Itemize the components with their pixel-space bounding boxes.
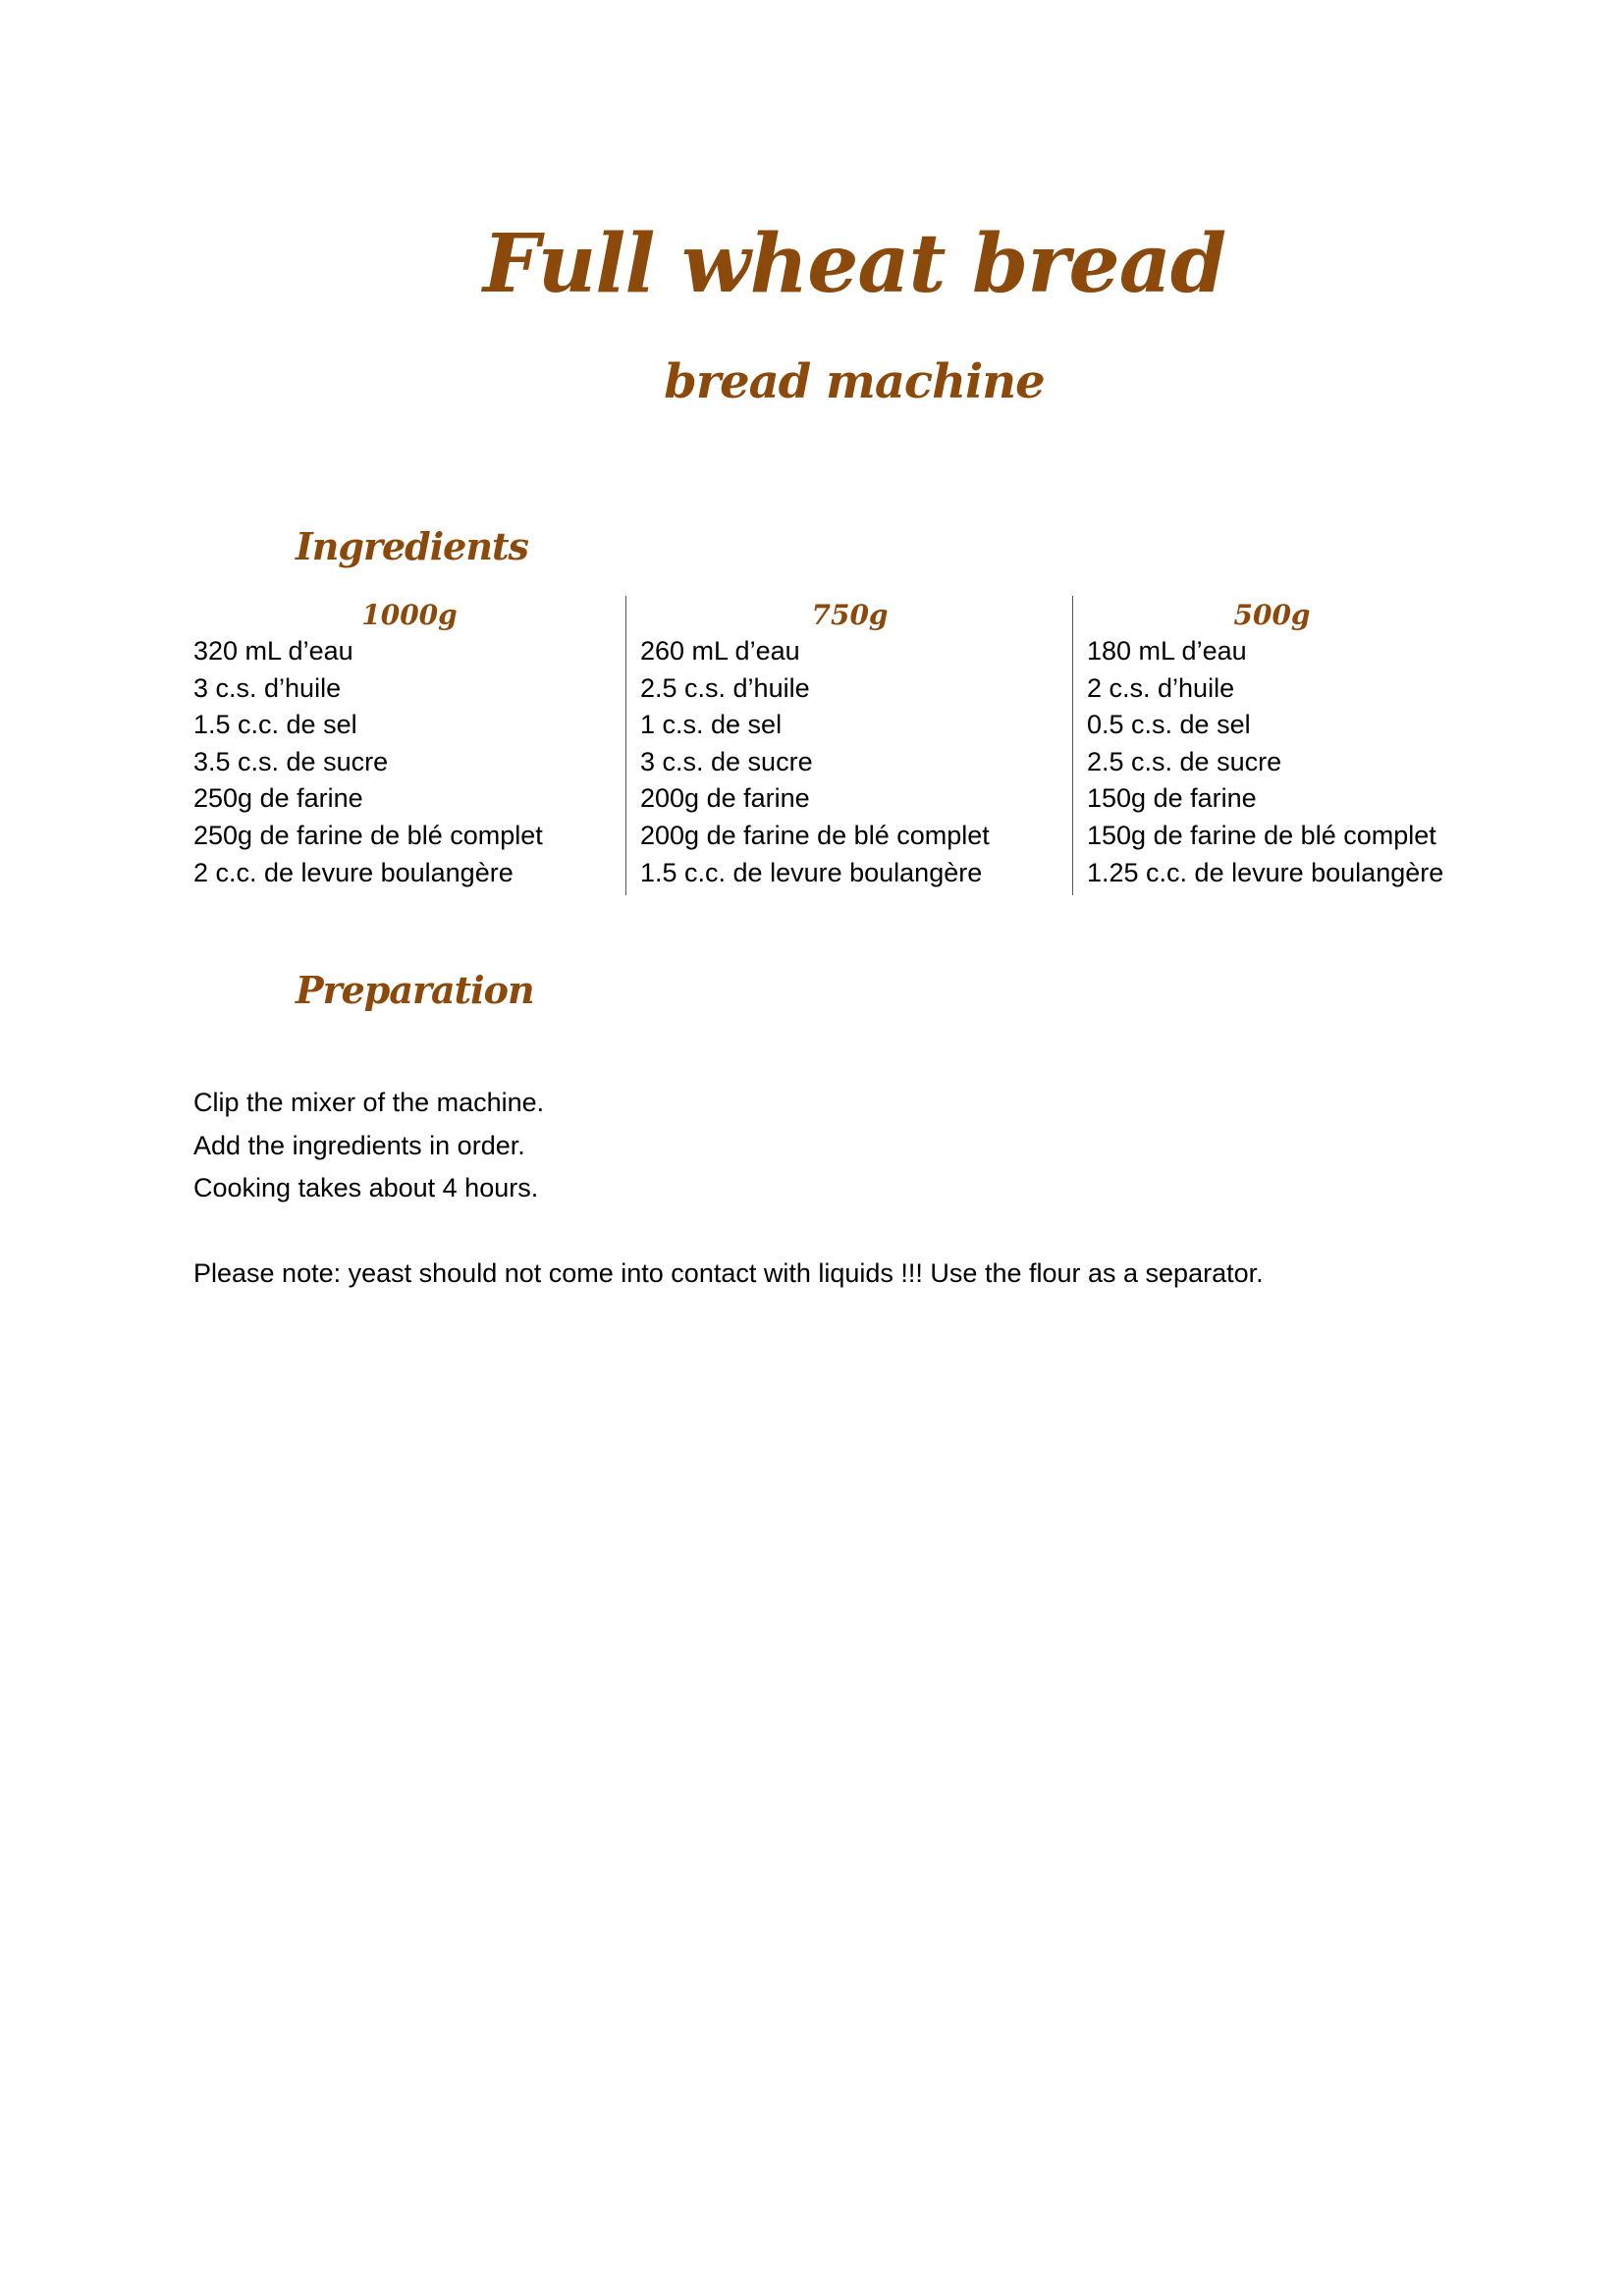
- ingredients-column-1000g: [193, 596, 625, 895]
- ingredient-item: 150g de farine: [1087, 783, 1257, 814]
- recipe-title: Full wheat bread: [482, 217, 1226, 311]
- preparation-step: Cooking takes about 4 hours.: [193, 1173, 539, 1202]
- ingredient-item: 3.5 c.s. de sucre: [193, 746, 389, 776]
- ingredient-list: [193, 633, 625, 891]
- ingredient-list: [1073, 633, 1471, 891]
- preparation-text: [193, 1082, 1264, 1296]
- recipe-subtitle: bread machine: [664, 354, 1045, 409]
- ingredients-heading: Ingredients: [296, 524, 528, 568]
- ingredient-item: 0.5 c.s. de sel: [1087, 710, 1251, 740]
- ingredient-item: 1.25 c.c. de levure boulangère: [1087, 857, 1444, 887]
- ingredient-item: 2.5 c.s. de sucre: [1087, 746, 1282, 776]
- ingredient-item: 1.5 c.c. de sel: [193, 710, 357, 740]
- ingredient-item: 200g de farine de blé complet: [640, 820, 990, 850]
- ingredients-column-750g: [625, 596, 1073, 895]
- ingredient-item: 320 mL d’eau: [193, 636, 353, 666]
- ingredient-item: 2.5 c.s. d’huile: [640, 672, 810, 703]
- ingredient-item: 1.5 c.c. de levure boulangère: [640, 857, 983, 887]
- column-header: 750g: [811, 599, 889, 631]
- preparation-step: Add the ingredients in order.: [193, 1130, 525, 1160]
- ingredient-item: 150g de farine de blé complet: [1087, 820, 1436, 850]
- column-header: 500g: [1233, 599, 1311, 631]
- ingredient-item: 250g de farine: [193, 783, 363, 814]
- ingredient-item: 2 c.s. d’huile: [1087, 672, 1235, 703]
- ingredient-list: [626, 633, 1073, 891]
- column-header: 1000g: [361, 599, 458, 631]
- ingredient-item: 3 c.s. de sucre: [640, 746, 813, 776]
- ingredient-item: 260 mL d’eau: [640, 636, 800, 666]
- preparation-heading: Preparation: [296, 968, 534, 1012]
- preparation-note: Please note: yeast should not come into contact with liquids !!! Use the flour as a separator.: [193, 1258, 1264, 1288]
- ingredient-item: 250g de farine de blé complet: [193, 820, 543, 850]
- preparation-step: Clip the mixer of the machine.: [193, 1088, 545, 1117]
- ingredients-table: [193, 596, 1470, 895]
- ingredients-column-500g: [1072, 596, 1471, 895]
- ingredient-item: 2 c.c. de levure boulangère: [193, 857, 514, 887]
- ingredient-item: 3 c.s. d’huile: [193, 672, 342, 703]
- ingredient-item: 180 mL d’eau: [1087, 636, 1247, 666]
- ingredient-item: 1 c.s. de sel: [640, 710, 783, 740]
- ingredient-item: 200g de farine: [640, 783, 810, 814]
